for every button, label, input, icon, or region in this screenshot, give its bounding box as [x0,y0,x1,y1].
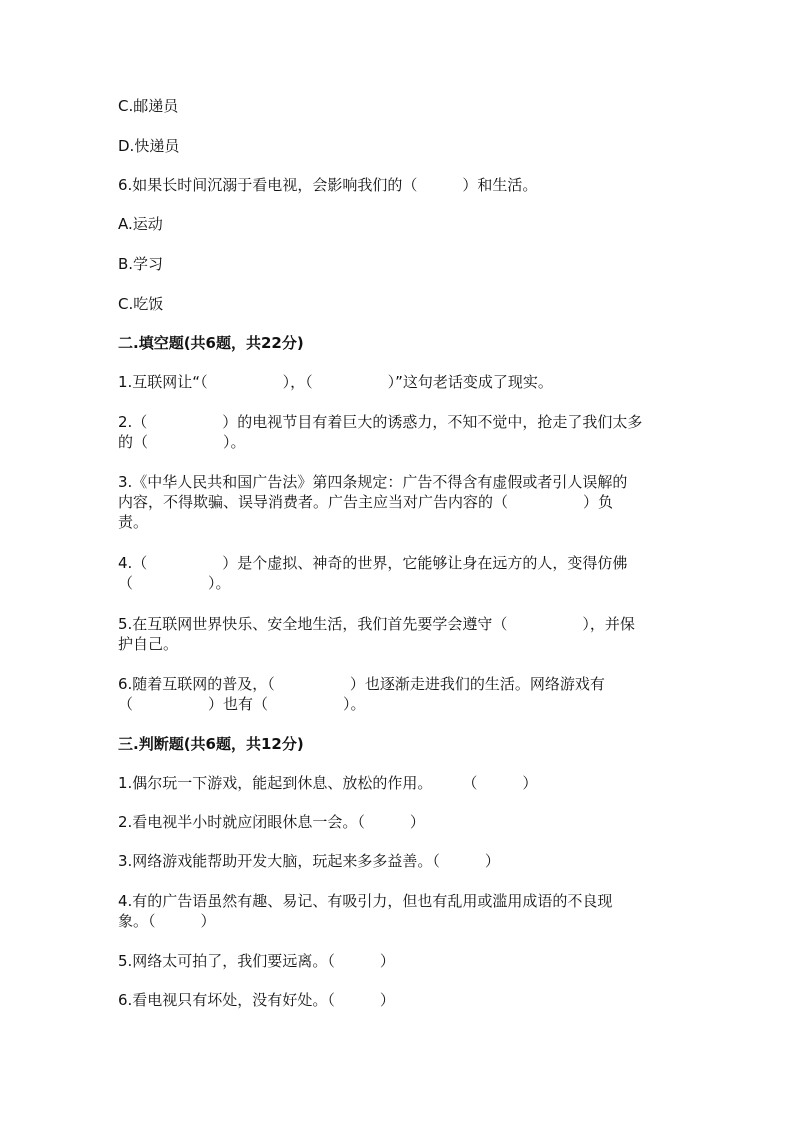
fill-question-6-line1: 6.随着互联网的普及，（ ）也逐渐走进我们的生活。网络游戏有 [118,675,605,693]
question-6-tv: 6.如果长时间沉溺于看电视，会影响我们的（ ）和生活。 [118,176,538,194]
judge-question-3: 3.网络游戏能帮助开发大脑，玩起来多多益善。（ ） [118,852,500,870]
fill-question-3-line2: 内容，不得欺骗、误导消费者。广告主应当对广告内容的（ ）负 [118,493,614,511]
fill-question-2-line1: 2.（ ）的电视节目有着巨大的诱惑力，不知不觉中，抢走了我们太多 [118,413,643,431]
option-d-courier: D.快递员 [118,137,180,155]
fill-question-3-line3: 责。 [118,513,149,531]
judge-question-4-line2: 象。（ ） [118,912,216,930]
fill-question-5-line2: 护自己。 [118,635,179,653]
section-heading-judgment: 三.判断题(共6题，共12分) [118,735,304,753]
fill-question-1: 1.互联网让“（ ），（ ）”这句老话变成了现实。 [118,373,553,391]
option-c-eat: C.吃饭 [118,295,164,313]
fill-question-4-line1: 4.（ ）是个虚拟、神奇的世界，它能够让身在远方的人，变得仿佛 [118,554,628,572]
option-c-mail: C.邮递员 [118,97,179,115]
judge-question-2: 2.看电视半小时就应闭眼休息一会。（ ） [118,813,425,831]
option-a-sport: A.运动 [118,215,163,233]
judge-question-4-line1: 4.有的广告语虽然有趣、易记、有吸引力，但也有乱用或滥用成语的不良现 [118,892,613,910]
fill-question-5-line1: 5.在互联网世界快乐、安全地生活，我们首先要学会遵守（ ），并保 [118,615,635,633]
fill-question-3-line1: 3.《中华人民共和国广告法》第四条规定：广告不得含有虚假或者引人误解的 [118,473,628,491]
fill-question-6-line2: （ ）也有（ ）。 [118,695,366,713]
section-heading-fill-blank: 二.填空题(共6题，共22分) [118,334,304,352]
fill-question-2-line2: 的（ ）。 [118,433,246,451]
judge-question-5: 5.网络太可拍了，我们要远离。（ ） [118,952,395,970]
fill-question-4-line2: （ ）。 [118,574,231,592]
judge-question-1: 1.偶尔玩一下游戏，能起到休息、放松的作用。 （ ） [118,774,538,792]
option-b-study: B.学习 [118,255,164,273]
judge-question-6: 6.看电视只有坏处，没有好处。（ ） [118,991,395,1009]
